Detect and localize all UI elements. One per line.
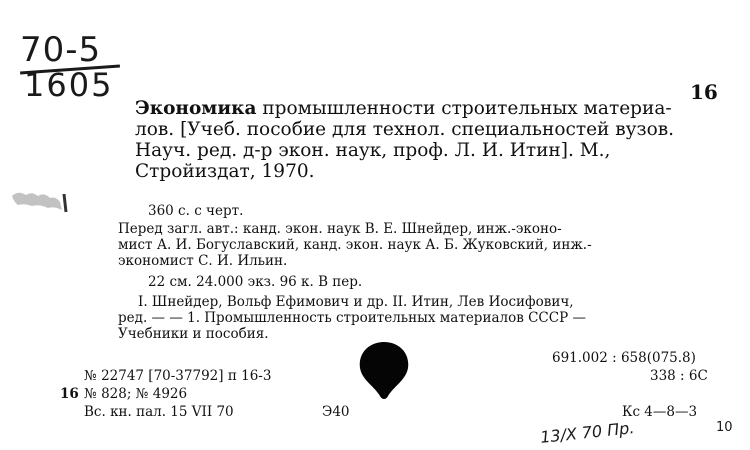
authors-block — [118, 221, 592, 269]
authors-line-1: Перед загл. авт.: канд. экон. наук В. Е. Шнейдер, инж.-эконо- — [118, 221, 562, 237]
handwritten-tail: 10 — [716, 420, 733, 435]
subjects-line-3: Учебники и пособия. — [118, 326, 269, 342]
title-block — [135, 98, 720, 182]
ink-blot-icon — [358, 340, 410, 400]
description-line-3: Науч. ред. д-р экон. наук, проф. Л. И. Итин]. М., — [135, 140, 611, 161]
handwritten-note: 13/X 70 Пр. — [539, 418, 636, 447]
authors-line-2: мист А. И. Богуславский, канд. экон. наук А. Б. Жуковский, инж.- — [118, 237, 592, 253]
shelfmark-bottom: 1605 — [24, 66, 114, 104]
stamp-smudge-icon — [8, 186, 68, 214]
card-number: 16 — [690, 80, 718, 104]
subjects-block — [118, 294, 586, 342]
title-bold: Экономика — [135, 98, 257, 119]
shelfmark-top: 70-5 — [20, 30, 102, 70]
registration-line-2: № 828; № 4926 — [84, 386, 188, 402]
bbk-number: 338 : 6С — [650, 368, 708, 384]
chamber-code: Э40 — [322, 404, 350, 420]
subjects-line-2: ред. — — 1. Промышленность строительных материалов СССР — — [118, 310, 586, 326]
registration-line: № 22747 [70-37792] п 16-3 — [84, 368, 272, 384]
kc-number: Кс 4—8—3 — [622, 404, 698, 420]
description-line-1: промышленности строительных материа- — [262, 98, 672, 119]
registration-prefix: 16 — [60, 386, 79, 402]
pages-info: 360 с. с черт. — [148, 203, 244, 219]
authors-line-3: экономист С. И. Ильин. — [118, 253, 288, 269]
subjects-line-1: I. Шнейдер, Вольф Ефимович и др. II. Итин, Лев Иосифович, — [138, 294, 574, 310]
format-info: 22 см. 24.000 экз. 96 к. В пер. — [148, 274, 363, 290]
chamber-line: Вс. кн. пал. 15 VII 70 — [84, 404, 234, 420]
description-line-4: Стройиздат, 1970. — [135, 161, 315, 182]
udc-number: 691.002 : 658(075.8) — [552, 350, 696, 366]
description-line-2: лов. [Учеб. пособие для технол. специальностей вузов. — [135, 119, 675, 140]
